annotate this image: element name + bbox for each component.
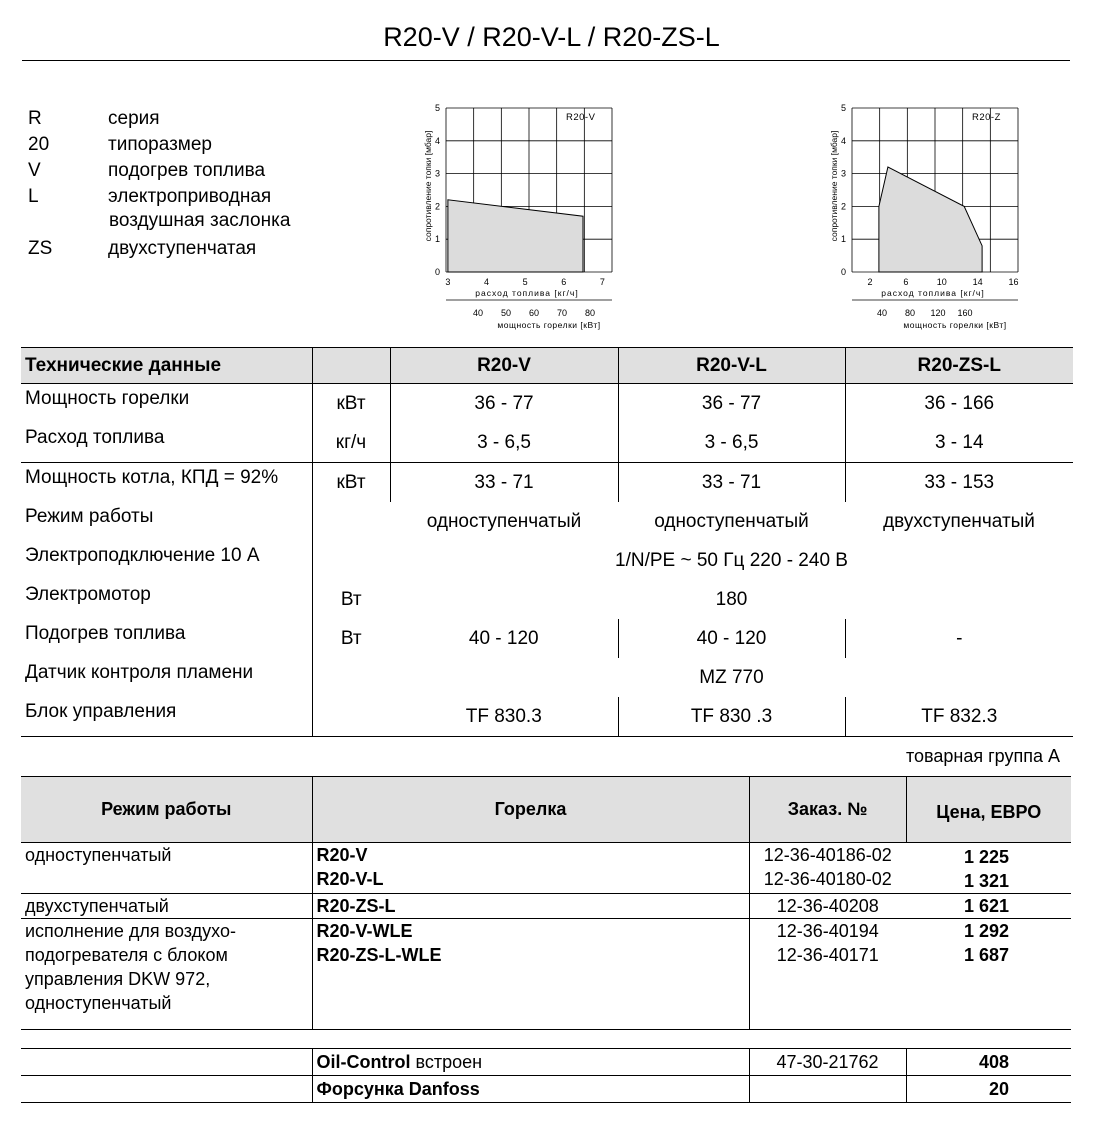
x-tick-label: 7 bbox=[599, 277, 605, 287]
x-axis-label: расход топлива [кг/ч] bbox=[475, 288, 579, 298]
price-header-order: Заказ. № bbox=[749, 777, 906, 843]
price-burner bbox=[312, 843, 749, 894]
tech-row-value: 40 - 120 bbox=[618, 619, 845, 658]
tech-row-value: TF 830 .3 bbox=[618, 697, 845, 737]
x-tick-label: 14 bbox=[972, 277, 983, 287]
x2-tick-label: 80 bbox=[904, 308, 916, 318]
price-amount: 1 321 bbox=[963, 871, 1009, 891]
price-header-mode: Режим работы bbox=[21, 777, 312, 843]
tech-header-model: R20-V bbox=[390, 348, 618, 384]
chart-r20-v bbox=[416, 100, 626, 335]
tech-row-value: 33 - 71 bbox=[390, 463, 618, 503]
page-title: R20-V / R20-V-L / R20-ZS-L bbox=[383, 22, 720, 52]
y-axis-label: сопротивление топки [мбар] bbox=[423, 130, 433, 242]
tech-row-value: 36 - 77 bbox=[390, 384, 618, 424]
accessory-empty bbox=[21, 1049, 312, 1076]
accessory-name bbox=[312, 1049, 749, 1076]
tech-row-value: 33 - 71 bbox=[618, 463, 845, 503]
operating-area bbox=[448, 200, 583, 272]
legend-value: двухступенчатая bbox=[108, 238, 257, 259]
legend-key: ZS bbox=[28, 238, 53, 259]
tech-row-value-span: 180 bbox=[715, 588, 748, 610]
tech-row-label: Блок управления bbox=[21, 697, 312, 737]
price-order bbox=[749, 843, 906, 894]
tech-row-label: Расход топлива bbox=[25, 427, 165, 448]
legend-key: 20 bbox=[28, 134, 50, 155]
price-burner bbox=[312, 919, 749, 1030]
x2-tick-label: 60 bbox=[528, 308, 540, 318]
y-tick-label: 2 bbox=[840, 201, 846, 212]
tech-header-model: R20-V-L bbox=[618, 348, 845, 384]
y-tick-label: 1 bbox=[840, 234, 846, 245]
legend-value: типоразмер bbox=[108, 134, 212, 155]
price-value bbox=[906, 919, 1071, 1030]
tech-row-value: 3 - 6,5 bbox=[618, 423, 845, 463]
x2-tick-label: 70 bbox=[556, 308, 568, 318]
order-number: 12-36-40208 bbox=[776, 896, 879, 916]
operating-area bbox=[879, 167, 982, 272]
x2-tick-label: 40 bbox=[876, 308, 888, 318]
legend-value: подогрев топлива bbox=[108, 160, 266, 181]
tech-row-label: Датчик контроля пламени bbox=[25, 662, 254, 683]
y-tick-label: 3 bbox=[840, 168, 846, 179]
chart-title: R20-V bbox=[566, 112, 596, 123]
price-mode: двухступенчатый bbox=[21, 894, 312, 919]
x-tick-label: 6 bbox=[903, 277, 909, 287]
y-tick-label: 2 bbox=[434, 201, 440, 212]
price-amount: 1 687 bbox=[963, 945, 1009, 965]
y-tick-label: 0 bbox=[434, 267, 440, 277]
order-number: 12-36-40171 bbox=[776, 945, 879, 965]
legend-key: L bbox=[28, 186, 39, 207]
x2-tick-label: 40 bbox=[472, 308, 484, 318]
y-tick-label: 5 bbox=[840, 103, 846, 113]
tech-row-label: Электромотор bbox=[25, 584, 151, 605]
accessory-price: 408 bbox=[906, 1049, 1071, 1076]
product-group-label: товарная группа А bbox=[905, 746, 1060, 766]
price-header-burner: Горелка bbox=[312, 777, 749, 843]
x-tick-label: 16 bbox=[1008, 277, 1019, 287]
y-tick-label: 3 bbox=[434, 168, 440, 179]
tech-row-value: одноступенчатый bbox=[426, 510, 582, 532]
price-mode: исполнение для воздухо- подогревателя с блоком управления DKW 972, одноступенчатый bbox=[21, 919, 312, 1030]
legend-value: серия bbox=[108, 108, 160, 129]
tech-row-label: Мощность котла, КПД = 92% bbox=[21, 463, 312, 503]
accessories-table bbox=[21, 1048, 1071, 1103]
tech-row-label: Подогрев топлива bbox=[25, 623, 186, 644]
tech-header-unit bbox=[312, 348, 390, 384]
legend-key: V bbox=[28, 160, 41, 181]
tech-row-unit bbox=[312, 658, 390, 697]
price-table bbox=[21, 776, 1071, 1030]
tech-row-unit: кВт bbox=[312, 384, 390, 424]
x-axis-label: расход топлива [кг/ч] bbox=[881, 288, 985, 298]
tech-header-label: Технические данные bbox=[21, 348, 312, 384]
price-order bbox=[749, 919, 906, 1030]
tech-row-value: TF 830.3 bbox=[390, 697, 618, 737]
legend-value: электроприводная bbox=[108, 186, 272, 207]
x2-axis-label: мощность горелки [кВт] bbox=[903, 320, 1007, 330]
x-tick-label: 3 bbox=[445, 277, 451, 287]
tech-row-value: 40 - 120 bbox=[468, 627, 539, 649]
legend-key: R bbox=[28, 108, 42, 129]
accessory-name-bold: Oil-Control bbox=[316, 1051, 411, 1072]
accessory-name-bold: Форсунка Danfoss bbox=[316, 1078, 480, 1099]
tech-row-unit: Вт bbox=[312, 619, 390, 658]
y-tick-label: 0 bbox=[840, 267, 846, 277]
accessory-name bbox=[312, 1076, 749, 1103]
tech-row-label: Электроподключение 10 А bbox=[25, 545, 260, 566]
chart-r20-z bbox=[822, 100, 1032, 335]
price-burner bbox=[312, 894, 749, 919]
title-divider bbox=[22, 60, 1070, 61]
y-tick-label: 5 bbox=[434, 103, 440, 113]
tech-row-unit bbox=[312, 697, 390, 737]
price-order bbox=[749, 894, 906, 919]
tech-row-value: двухступенчатый bbox=[883, 510, 1035, 532]
tech-header-model: R20-ZS-L bbox=[845, 348, 1073, 384]
x2-tick-label: 160 bbox=[957, 308, 973, 318]
tech-row-value: 36 - 166 bbox=[845, 384, 1073, 424]
tech-row-unit bbox=[312, 541, 390, 580]
y-tick-label: 4 bbox=[840, 135, 846, 146]
tech-row-unit bbox=[312, 502, 390, 541]
x2-tick-label: 80 bbox=[584, 308, 596, 318]
tech-row-value-span: MZ 770 bbox=[699, 666, 764, 688]
order-number: 12-36-40186-02 bbox=[763, 845, 892, 865]
tech-row-label: Мощность горелки bbox=[25, 388, 190, 409]
burner-name: R20-V-WLE bbox=[316, 921, 413, 941]
burner-name: R20-V bbox=[316, 845, 368, 865]
x2-axis-label: мощность горелки [кВт] bbox=[497, 320, 601, 330]
x-tick-label: 10 bbox=[936, 277, 947, 287]
tech-row-value: 3 - 6,5 bbox=[390, 423, 618, 463]
price-header-price: Цена, ЕВРО bbox=[906, 777, 1071, 843]
x-tick-label: 6 bbox=[561, 277, 567, 287]
burner-name: R20-ZS-L bbox=[316, 896, 396, 916]
accessory-empty bbox=[21, 1076, 312, 1103]
tech-row-value: 36 - 77 bbox=[618, 384, 845, 424]
tech-row-value: 3 - 14 bbox=[845, 423, 1073, 463]
tech-row-unit: Вт bbox=[312, 580, 390, 619]
burner-name: R20-ZS-L-WLE bbox=[316, 945, 442, 965]
model-legend bbox=[28, 108, 328, 268]
y-tick-label: 1 bbox=[434, 234, 440, 245]
accessory-order: 47-30-21762 bbox=[749, 1049, 906, 1076]
price-amount: 1 621 bbox=[963, 896, 1009, 916]
order-number: 12-36-40180-02 bbox=[763, 869, 892, 889]
x2-tick-label: 120 bbox=[930, 308, 946, 318]
accessory-price: 20 bbox=[906, 1076, 1071, 1103]
price-value bbox=[906, 843, 1071, 894]
tech-row-label: Режим работы bbox=[25, 506, 154, 527]
x2-tick-label: 50 bbox=[500, 308, 512, 318]
accessory-name-rest: встроен bbox=[410, 1051, 483, 1072]
tech-row-value: - bbox=[845, 619, 1073, 658]
tech-row-value: TF 832.3 bbox=[845, 697, 1073, 737]
y-axis-label: сопротивление топки [мбар] bbox=[829, 130, 839, 242]
accessory-order bbox=[749, 1076, 906, 1103]
legend-value: воздушная заслонка bbox=[109, 210, 291, 231]
technical-data-table bbox=[21, 347, 1073, 737]
x-tick-label: 2 bbox=[867, 277, 873, 287]
tech-row-value: одноступенчатый bbox=[654, 510, 809, 532]
x-tick-label: 4 bbox=[484, 277, 490, 287]
tech-row-value-span: 1/N/PE ~ 50 Гц 220 - 240 В bbox=[615, 549, 848, 571]
price-mode: одноступенчатый bbox=[25, 845, 172, 865]
tech-row-unit: кг/ч bbox=[312, 423, 390, 463]
order-number: 12-36-40194 bbox=[776, 921, 879, 941]
price-value bbox=[906, 894, 1071, 919]
burner-name: R20-V-L bbox=[316, 869, 384, 889]
y-tick-label: 4 bbox=[434, 135, 440, 146]
price-amount: 1 292 bbox=[963, 921, 1009, 941]
chart-title: R20-Z bbox=[972, 112, 1001, 123]
price-amount: 1 225 bbox=[963, 847, 1009, 867]
tech-row-value: 33 - 153 bbox=[845, 463, 1073, 503]
tech-row-unit: кВт bbox=[312, 463, 390, 503]
x-tick-label: 5 bbox=[522, 277, 528, 287]
